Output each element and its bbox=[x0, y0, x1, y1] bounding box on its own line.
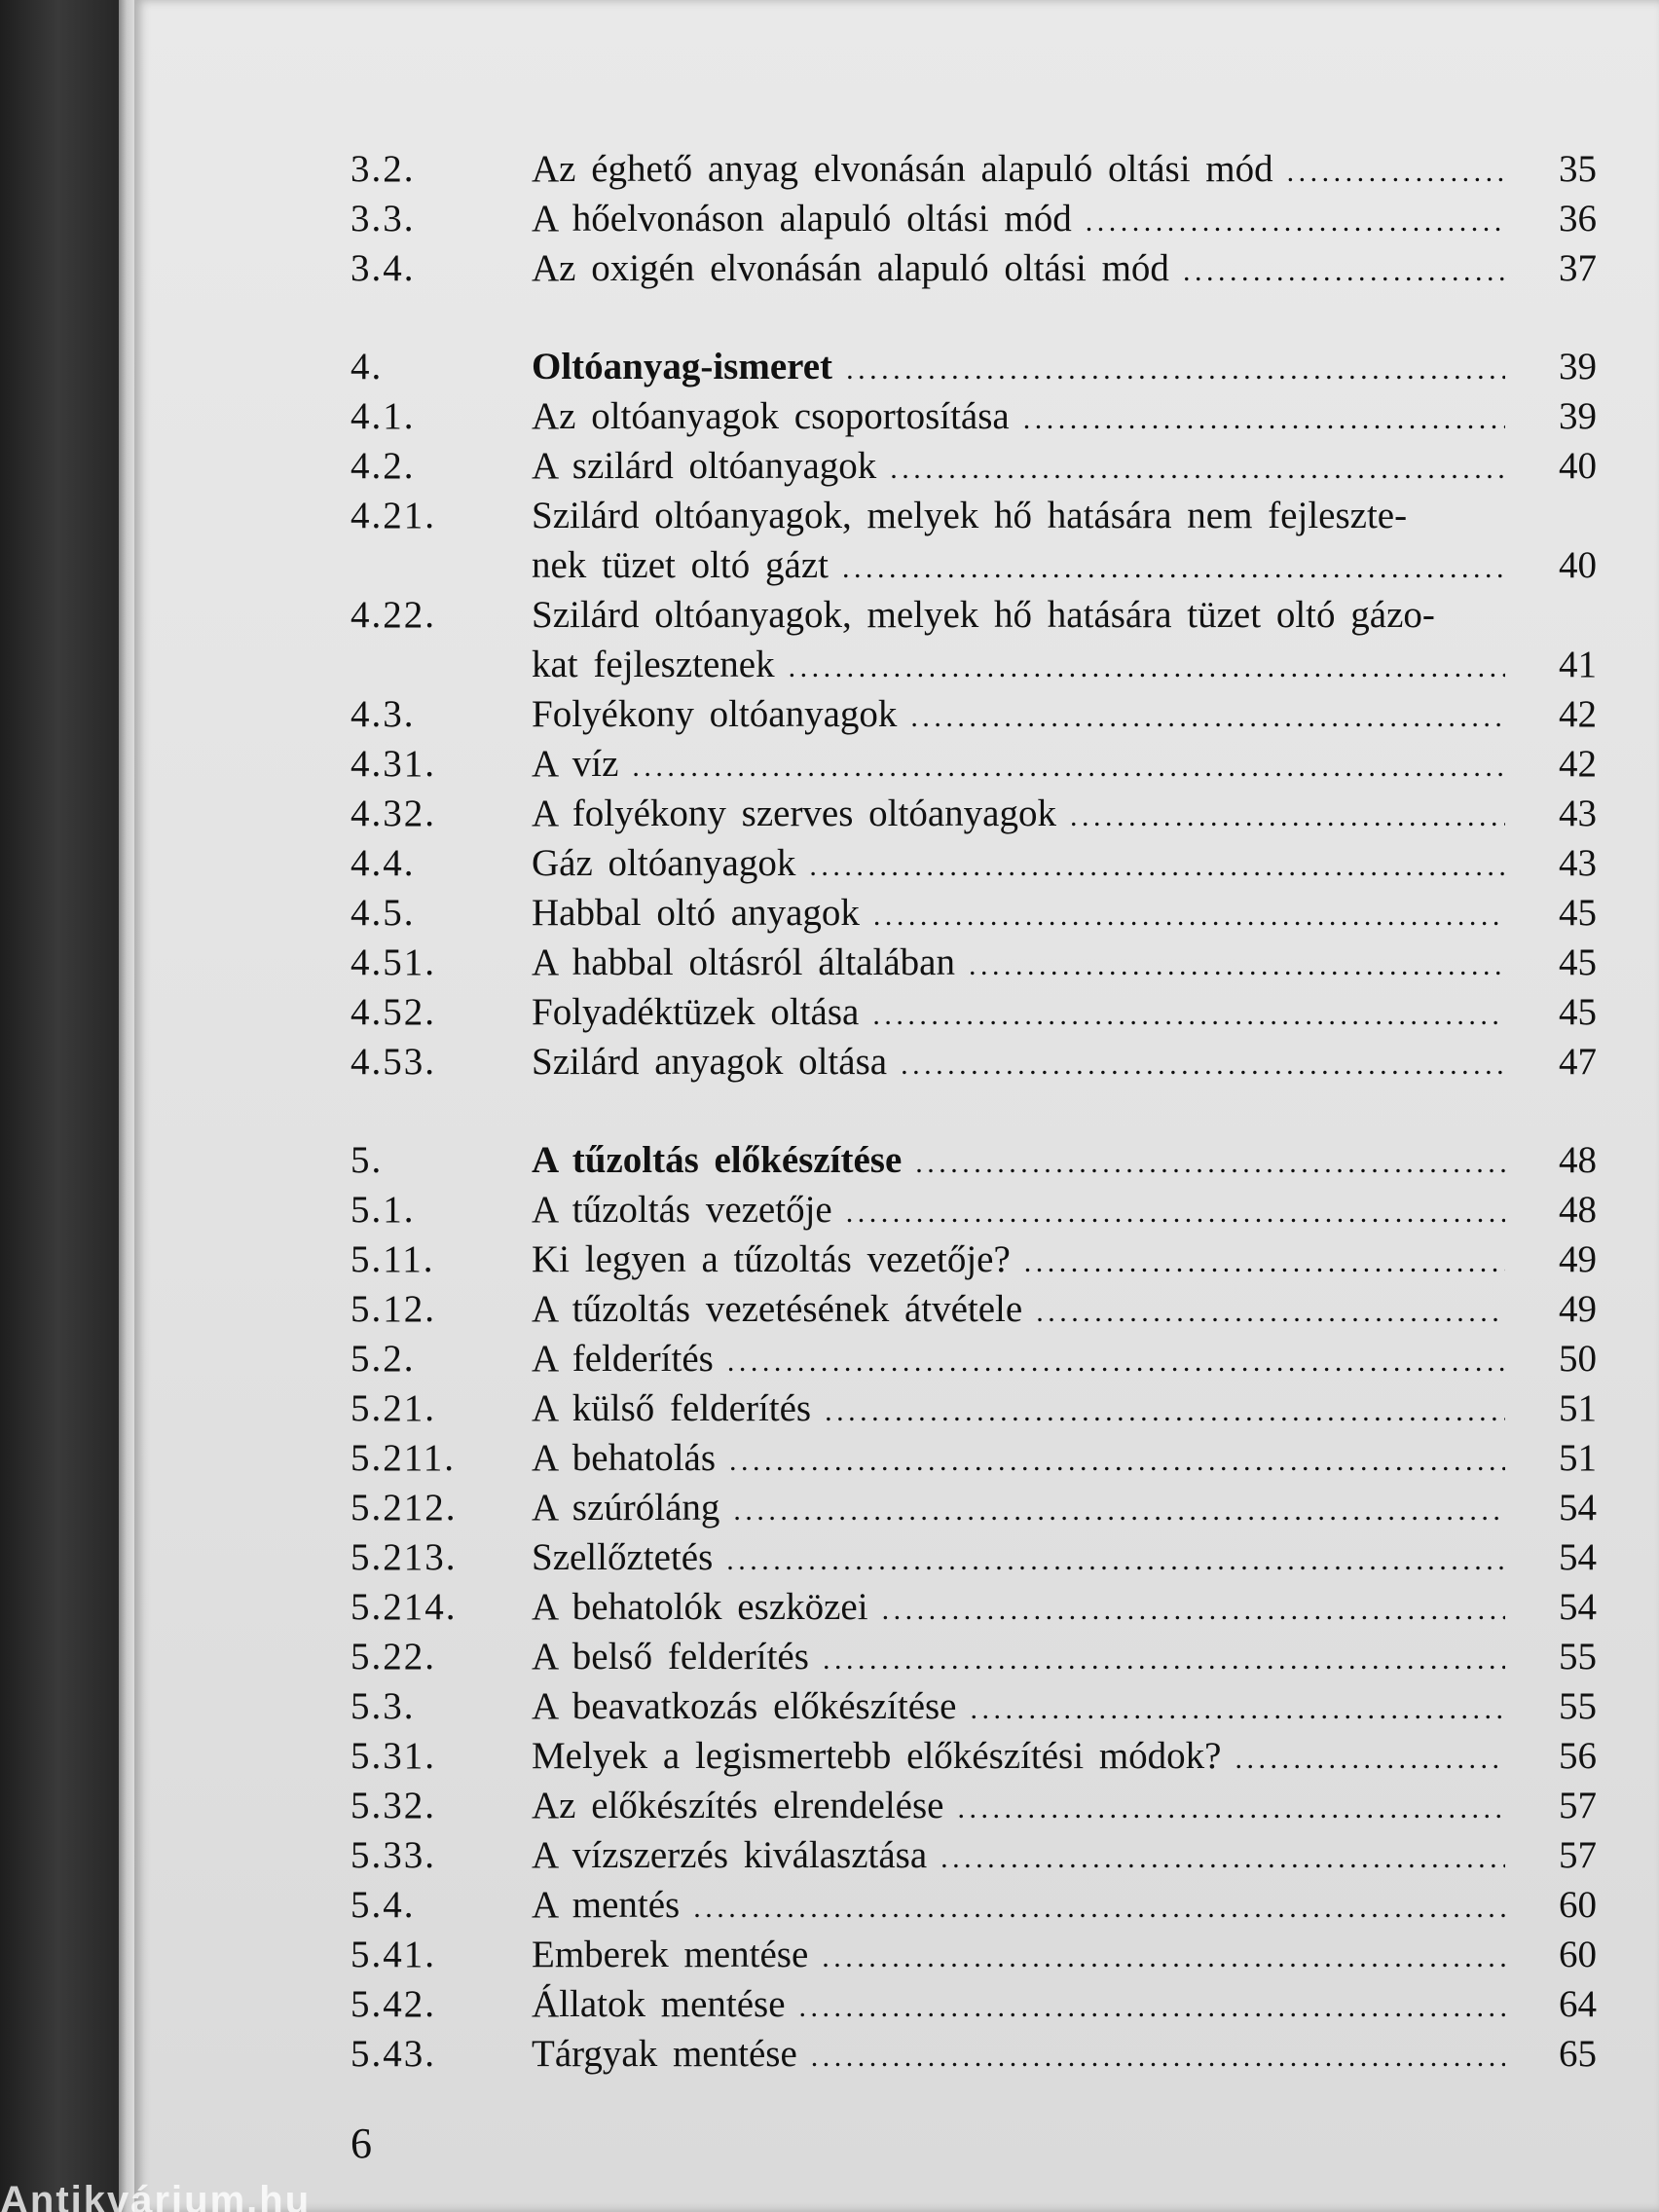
toc-entry bbox=[350, 1334, 1597, 1383]
toc-entry bbox=[350, 1284, 1597, 1334]
toc-entry-page: 42 bbox=[1559, 693, 1597, 735]
toc-entry-page: 37 bbox=[1559, 247, 1597, 289]
toc-chapter-title: A tűzoltás előkészítése bbox=[532, 1139, 903, 1181]
toc-entry-title: Az éghető anyag elvonásán alapuló oltási mód bbox=[532, 148, 1273, 190]
toc-entry-page: 43 bbox=[1559, 842, 1597, 884]
toc-entry bbox=[350, 1037, 1597, 1087]
toc-entry-number: 4.51. bbox=[350, 941, 436, 983]
dot-leader bbox=[1287, 147, 1505, 194]
toc-entry-title: Az oltóanyagok csoportosítása bbox=[532, 395, 1010, 437]
toc-entry-title: A behatolók eszközei bbox=[532, 1586, 868, 1628]
dot-leader bbox=[733, 1486, 1505, 1532]
dot-leader bbox=[799, 1982, 1505, 2029]
toc-entry-number: 5.31. bbox=[350, 1735, 436, 1777]
toc-entry-number: 5.12. bbox=[350, 1288, 436, 1330]
toc-entry bbox=[350, 2029, 1597, 2079]
dot-leader bbox=[1183, 246, 1505, 293]
toc-entry-title: A külső felderítés bbox=[532, 1387, 812, 1429]
page-number: 6 bbox=[350, 2120, 372, 2167]
toc-entry-number: 4.1. bbox=[350, 395, 416, 437]
toc-entry-title: Szellőztetés bbox=[532, 1536, 714, 1578]
toc-entry-number: 4.5. bbox=[350, 892, 416, 934]
toc-entry bbox=[350, 1235, 1597, 1284]
toc-entry-title: Az előkészítés elrendelése bbox=[532, 1785, 944, 1826]
toc-entry-page: 43 bbox=[1559, 793, 1597, 834]
toc-entry-number: 5.11. bbox=[350, 1238, 435, 1280]
toc-entry-title-line2: kat fejlesztenek bbox=[532, 644, 775, 685]
dot-leader bbox=[809, 841, 1505, 888]
toc-entry-title: A behatolás bbox=[532, 1437, 717, 1479]
toc-entry-title: A tűzoltás vezetője bbox=[532, 1189, 832, 1231]
toc-entry-title: Emberek mentése bbox=[532, 1934, 809, 1975]
toc-entry-number: 4.53. bbox=[350, 1041, 436, 1083]
dot-leader bbox=[1036, 1287, 1505, 1334]
dot-leader bbox=[1235, 1734, 1505, 1781]
toc-entry-title: Tárgyak mentése bbox=[532, 2033, 797, 2075]
toc-entry bbox=[350, 1532, 1597, 1582]
toc-entry-number: 3.3. bbox=[350, 198, 416, 240]
toc-entry bbox=[350, 1582, 1597, 1632]
toc-entry-number: 4.2. bbox=[350, 445, 416, 487]
toc-entry bbox=[350, 1830, 1597, 1880]
toc-entry-page: 49 bbox=[1559, 1238, 1597, 1280]
dot-leader bbox=[1023, 394, 1505, 441]
toc-entry-number: 5.213. bbox=[350, 1536, 458, 1578]
toc-chapter-title: Oltóanyag-ismeret bbox=[532, 346, 833, 387]
toc-entry-number: 4.22. bbox=[350, 594, 436, 636]
toc-entry-title: Szilárd anyagok oltása bbox=[532, 1041, 888, 1083]
toc-entry-title: Folyadéktüzek oltása bbox=[532, 991, 860, 1033]
dot-leader bbox=[910, 692, 1505, 739]
toc-entry-number: 4.52. bbox=[350, 991, 436, 1033]
toc-entry-title: A szúróláng bbox=[532, 1487, 720, 1529]
toc-entry-page: 41 bbox=[1559, 644, 1597, 685]
toc-entry-number: 5.33. bbox=[350, 1834, 436, 1876]
toc-entry bbox=[350, 1483, 1597, 1532]
dot-leader bbox=[846, 1188, 1505, 1235]
toc-entry-number: 5.22. bbox=[350, 1636, 436, 1677]
toc-entry-page: 40 bbox=[1559, 445, 1597, 487]
toc-entry-page: 65 bbox=[1559, 2033, 1597, 2075]
toc-entry bbox=[350, 838, 1597, 888]
toc-entry bbox=[350, 1731, 1597, 1781]
toc-entry-title: Gáz oltóanyagok bbox=[532, 842, 796, 884]
toc-entry-title: A beavatkozás előkészítése bbox=[532, 1685, 957, 1727]
toc-entry-page: 54 bbox=[1559, 1487, 1597, 1529]
toc-entry-page: 57 bbox=[1559, 1785, 1597, 1826]
toc-entry-number: 4.3. bbox=[350, 693, 416, 735]
toc-entry-page: 42 bbox=[1559, 743, 1597, 785]
dot-leader bbox=[872, 990, 1505, 1037]
toc-entry-page: 48 bbox=[1559, 1139, 1597, 1181]
toc-entry-page: 54 bbox=[1559, 1586, 1597, 1628]
dot-leader bbox=[789, 643, 1505, 689]
toc-entry-page: 64 bbox=[1559, 1983, 1597, 2025]
toc-entry-page: 49 bbox=[1559, 1288, 1597, 1330]
toc-entry bbox=[350, 1681, 1597, 1731]
toc-entry-title: A szilárd oltóanyagok bbox=[532, 445, 877, 487]
toc-entry-title: A belső felderítés bbox=[532, 1636, 809, 1677]
toc-entry-page: 60 bbox=[1559, 1884, 1597, 1926]
toc-entry bbox=[350, 1185, 1597, 1235]
toc-entry-number: 5. bbox=[350, 1139, 384, 1181]
toc-entry-page: 55 bbox=[1559, 1685, 1597, 1727]
toc-entry-page: 40 bbox=[1559, 544, 1597, 586]
dot-leader bbox=[1086, 197, 1505, 243]
dot-leader bbox=[940, 1833, 1505, 1880]
toc-entry-page: 35 bbox=[1559, 148, 1597, 190]
toc-entry bbox=[350, 938, 1597, 987]
toc-entry-page: 50 bbox=[1559, 1338, 1597, 1380]
toc-entry-page: 45 bbox=[1559, 892, 1597, 934]
toc-entry bbox=[350, 1632, 1597, 1681]
dot-leader bbox=[632, 742, 1505, 789]
toc-entry-title: A tűzoltás vezetésének átvétele bbox=[532, 1288, 1023, 1330]
toc-entry-number: 5.214. bbox=[350, 1586, 458, 1628]
dot-leader bbox=[729, 1436, 1505, 1483]
toc-entry-page: 54 bbox=[1559, 1536, 1597, 1578]
toc-entry-title: Az oxigén elvonásán alapuló oltási mód bbox=[532, 247, 1169, 289]
dot-leader bbox=[822, 1933, 1505, 1979]
toc-entry-number: 4.4. bbox=[350, 842, 416, 884]
dot-leader bbox=[971, 1684, 1506, 1731]
dot-leader bbox=[823, 1635, 1505, 1681]
toc-entry-title: Habbal oltó anyagok bbox=[532, 892, 860, 934]
dot-leader bbox=[1024, 1237, 1505, 1284]
table-of-contents bbox=[350, 144, 1597, 2079]
toc-entry-number: 5.41. bbox=[350, 1934, 436, 1975]
toc-entry bbox=[350, 789, 1597, 838]
toc-entry bbox=[350, 1930, 1597, 1979]
toc-entry-title-line1: Szilárd oltóanyagok, melyek hő hatására tüzet oltó gázo- bbox=[532, 594, 1435, 636]
toc-entry-title: A hőelvonáson alapuló oltási mód bbox=[532, 198, 1072, 240]
toc-entry-page: 51 bbox=[1559, 1437, 1597, 1479]
toc-entry-number: 5.2. bbox=[350, 1338, 416, 1380]
dot-leader bbox=[846, 345, 1505, 391]
toc-entry-number: 4.31. bbox=[350, 743, 436, 785]
toc-entry bbox=[350, 888, 1597, 938]
toc-entry-number: 3.2. bbox=[350, 148, 416, 190]
toc-entry bbox=[350, 689, 1597, 739]
toc-entry bbox=[350, 441, 1597, 491]
toc-entry-title: A felderítés bbox=[532, 1338, 714, 1380]
toc-entry-title: A folyékony szerves oltóanyagok bbox=[532, 793, 1056, 834]
toc-entry bbox=[350, 590, 1597, 689]
toc-entry-number: 5.32. bbox=[350, 1785, 436, 1826]
toc-entry bbox=[350, 1979, 1597, 2029]
dot-leader bbox=[825, 1386, 1505, 1433]
toc-chapter-entry bbox=[350, 1135, 1597, 1185]
toc-entry-page: 55 bbox=[1559, 1636, 1597, 1677]
toc-entry bbox=[350, 739, 1597, 789]
toc-entry-page: 56 bbox=[1559, 1735, 1597, 1777]
toc-entry bbox=[350, 194, 1597, 243]
toc-entry bbox=[350, 243, 1597, 293]
toc-entry-page: 39 bbox=[1559, 346, 1597, 387]
toc-chapter-entry bbox=[350, 342, 1597, 391]
dot-leader bbox=[842, 543, 1505, 590]
toc-entry-number: 3.4. bbox=[350, 247, 416, 289]
dot-leader bbox=[811, 2032, 1505, 2079]
toc-entry-page: 45 bbox=[1559, 941, 1597, 983]
toc-entry-title: Ki legyen a tűzoltás vezetője? bbox=[532, 1238, 1011, 1280]
dot-leader bbox=[901, 1040, 1505, 1087]
toc-entry-number: 5.212. bbox=[350, 1487, 458, 1529]
toc-entry-page: 39 bbox=[1559, 395, 1597, 437]
toc-entry bbox=[350, 987, 1597, 1037]
dot-leader bbox=[957, 1784, 1505, 1830]
toc-entry-title: A víz bbox=[532, 743, 619, 785]
toc-entry-page: 60 bbox=[1559, 1934, 1597, 1975]
toc-entry bbox=[350, 1880, 1597, 1930]
toc-entry-title: A vízszerzés kiválasztása bbox=[532, 1834, 928, 1876]
toc-entry-page: 51 bbox=[1559, 1387, 1597, 1429]
toc-entry-number: 5.4. bbox=[350, 1884, 416, 1926]
dot-leader bbox=[873, 891, 1505, 938]
toc-entry-page: 48 bbox=[1559, 1189, 1597, 1231]
toc-entry bbox=[350, 391, 1597, 441]
toc-entry-number: 4. bbox=[350, 346, 384, 387]
toc-entry-page: 47 bbox=[1559, 1041, 1597, 1083]
dot-leader bbox=[915, 1138, 1505, 1185]
toc-entry-number: 5.211. bbox=[350, 1437, 457, 1479]
toc-entry-title: A habbal oltásról általában bbox=[532, 941, 955, 983]
toc-entry-title: Melyek a legismertebb előkészítési módok? bbox=[532, 1735, 1222, 1777]
toc-entry-title: Állatok mentése bbox=[532, 1983, 786, 2025]
toc-entry bbox=[350, 491, 1597, 590]
toc-entry-title: Folyékony oltóanyagok bbox=[532, 693, 898, 735]
dot-leader bbox=[890, 444, 1505, 491]
toc-entry-page: 45 bbox=[1559, 991, 1597, 1033]
toc-entry-number: 4.21. bbox=[350, 495, 436, 536]
toc-entry-number: 5.42. bbox=[350, 1983, 436, 2025]
toc-entry-title-line2: nek tüzet oltó gázt bbox=[532, 544, 829, 586]
toc-entry bbox=[350, 1383, 1597, 1433]
toc-entry-page: 57 bbox=[1559, 1834, 1597, 1876]
toc-entry-number: 5.21. bbox=[350, 1387, 436, 1429]
dot-leader bbox=[969, 940, 1505, 987]
dot-leader bbox=[726, 1535, 1505, 1582]
toc-entry-number: 5.1. bbox=[350, 1189, 416, 1231]
toc-entry-number: 5.43. bbox=[350, 2033, 436, 2075]
toc-entry bbox=[350, 1781, 1597, 1830]
toc-entry bbox=[350, 144, 1597, 194]
dot-leader bbox=[882, 1585, 1505, 1632]
toc-entry-number: 5.3. bbox=[350, 1685, 416, 1727]
dot-leader bbox=[1070, 792, 1505, 838]
toc-entry-title: A mentés bbox=[532, 1884, 681, 1926]
toc-entry bbox=[350, 1433, 1597, 1483]
dot-leader bbox=[727, 1337, 1505, 1383]
toc-entry-page: 36 bbox=[1559, 198, 1597, 240]
watermark: Antikvárium.hu bbox=[0, 2179, 312, 2212]
toc-entry-number: 4.32. bbox=[350, 793, 436, 834]
dot-leader bbox=[693, 1883, 1505, 1930]
toc-entry-title-line1: Szilárd oltóanyagok, melyek hő hatására nem fejleszte- bbox=[532, 495, 1408, 536]
